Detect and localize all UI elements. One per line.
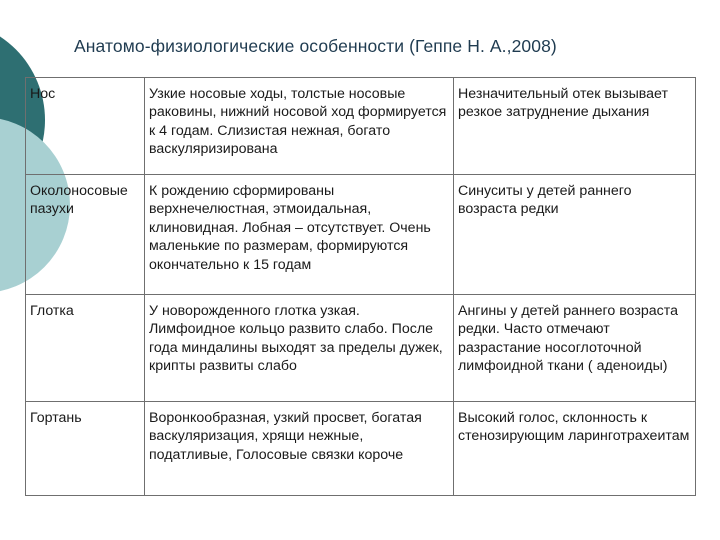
table-row (26, 175, 696, 295)
consequences-cell: Синуситы у детей раннего возраста редки (454, 175, 696, 295)
table-row (26, 295, 696, 402)
consequences-cell: Ангины у детей раннего возраста редки. Часто отмечают разрастание носоглоточной лимфоидной ткани ( аденоиды) (454, 295, 696, 402)
features-cell: Узкие носовые ходы, толстые носовые раковины, нижний носовой ход формируется к 4 годам. Слизистая нежная, богато васкуляризирована (145, 78, 454, 175)
organ-cell: Глотка (26, 295, 145, 402)
table-row (26, 78, 696, 175)
features-cell: Воронкообразная, узкий просвет, богатая васкуляризация, хрящи нежные, податливые, Голосовые связки короче (145, 402, 454, 496)
organ-cell: Нос (26, 78, 145, 175)
consequences-cell: Незначительный отек вызывает резкое затруднение дыхания (454, 78, 696, 175)
features-cell: К рождению сформированы верхнечелюстная, этмоидальная, клиновидная. Лобная – отсутствует. Очень маленькие по размерам, формируются окончательно к 15 годам (145, 175, 454, 295)
consequences-cell: Высокий голос, склонность к стенозирующим ларинготрахеитам (454, 402, 696, 496)
table-row (26, 402, 696, 496)
slide-title: Анатомо-физиологические особенности (Геппе Н. А.,2008) (74, 36, 557, 56)
organ-cell: Гортань (26, 402, 145, 496)
organ-cell: Околоносовые пазухи (26, 175, 145, 295)
features-cell: У новорожденного глотка узкая. Лимфоидное кольцо развито слабо. После года миндалины выходят за пределы дужек, крипты развиты слабо (145, 295, 454, 402)
anatomy-table (25, 77, 696, 496)
